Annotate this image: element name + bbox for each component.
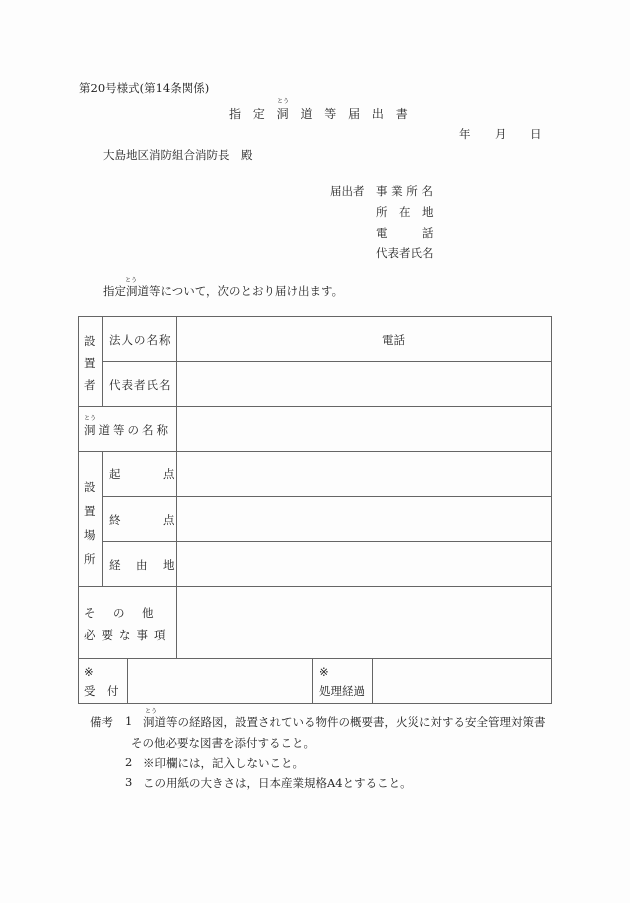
remark-3-number: 3	[125, 775, 133, 789]
other-label-line1: そ の 他	[84, 606, 157, 620]
reception-mark: ※	[84, 665, 94, 679]
phone-label: 電話	[382, 333, 405, 347]
remark-1-ruby: とう	[145, 708, 158, 715]
form-number: 第20号様式(第14条関係)	[79, 81, 210, 95]
notifier-business-name: 事 業 所 名	[376, 184, 433, 198]
via-label: 経 由 地	[109, 558, 177, 572]
addressee: 大島地区消防組合消防長 殿	[103, 148, 253, 162]
other-label-line2: 必要な事項	[84, 628, 172, 642]
corp-name-label: 法人の名称	[109, 333, 172, 347]
date-year: 年	[459, 127, 471, 141]
process-label: 処理経過	[319, 684, 365, 698]
process-mark: ※	[319, 665, 329, 679]
notifier-address: 所 在 地	[376, 205, 434, 219]
representative-label: 代表者氏名	[109, 378, 172, 392]
remark-2-number: 2	[125, 755, 133, 769]
intro-text: 指定洞道等について，次のとおり届け出ます。	[103, 284, 344, 298]
remarks-label: 備考	[90, 715, 113, 729]
title-ruby: とう	[277, 98, 290, 105]
remark-1-continuation: その他必要な図書を添付すること。	[131, 736, 315, 750]
page-title: 指 定 洞 道 等 届 出 書	[229, 107, 412, 121]
date-day: 日	[530, 127, 542, 141]
remark-2-text: ※印欄には，記入しないこと。	[143, 756, 304, 770]
date-month: 月	[495, 127, 507, 141]
remark-1-number: 1	[125, 714, 133, 728]
tunnel-name-label: 洞道等の名称	[84, 423, 171, 437]
installer-group-label: 設 置 者	[84, 334, 96, 392]
remark-1-text: 洞道等の経路図，設置されている物件の概要書，火災に対する安全管理対策書	[143, 715, 546, 729]
location-group-label: 設 置 場 所	[84, 480, 96, 566]
remark-3-text: この用紙の大きさは，日本産業規格A4とすること。	[143, 776, 412, 790]
notifier-phone: 電 話	[376, 226, 434, 240]
intro-ruby: とう	[125, 277, 138, 284]
tunnel-name-ruby: とう	[84, 415, 97, 422]
end-point-label: 終 点	[109, 513, 177, 527]
notifier-label: 届出者	[330, 184, 365, 198]
notifier-representative: 代表者氏名	[376, 246, 434, 260]
reception-label: 受 付	[84, 684, 119, 698]
start-point-label: 起 点	[109, 467, 177, 481]
